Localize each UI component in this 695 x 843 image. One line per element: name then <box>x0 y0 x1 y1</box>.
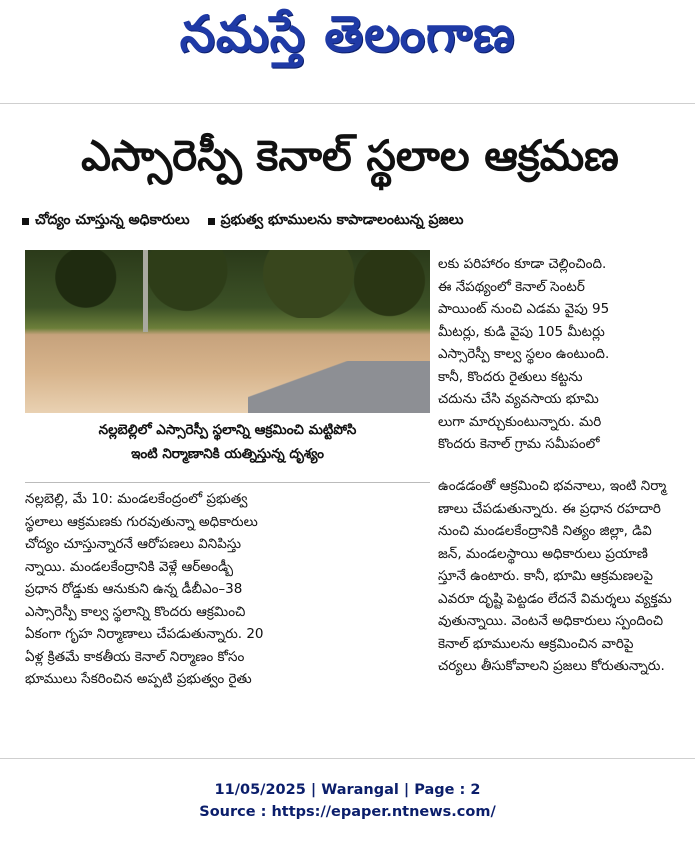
body-line: స్తూనే ఉంటారు. కానీ, భూమి ఆక్రమణలపై <box>438 568 653 584</box>
photo-caption <box>25 418 430 476</box>
body-line: నల్లబెల్లి, మే 10: మండలకేంద్రంలో ప్రభుత్వ <box>25 491 248 507</box>
body-line: చదును చేసి వ్యవసాయ భూమి <box>438 391 599 407</box>
body-line: నుంచి మండలకేంద్రానికి నిత్యం జిల్లా, డివి <box>438 523 652 539</box>
body-line: ఎస్సారెస్పీ కాల్వ స్థలం ఉంటుంది. <box>438 346 610 362</box>
header-divider <box>0 103 695 104</box>
caption-line: ఇంటి నిర్మాణానికి యత్నిస్తున్న దృశ్యం <box>131 446 324 462</box>
body-line: ప్రధాన రోడ్డుకు ఆనుకుని ఉన్న డీబీఎం–38 <box>25 581 243 597</box>
subheadlines <box>22 206 682 236</box>
pole-graphic <box>143 250 148 332</box>
article-column-right-bottom <box>438 475 690 678</box>
article-column-right-top <box>438 253 690 456</box>
subheadline-text: ప్రభుత్వ భూములను కాపాడాలంటున్న ప్రజలు <box>220 211 464 228</box>
body-line: లుగా మార్చుకుంటున్నారు. మరి <box>438 413 602 430</box>
edition-info: 11/05/2025 | Warangal | Page : 2 <box>214 782 481 798</box>
newspaper-logo: నమస్తే తెలంగాణ <box>179 4 516 63</box>
body-line: ఎవరూ దృష్టి పెట్టడం లేదనే విమర్శలు వ్యక్తమ <box>438 590 672 607</box>
body-line: కొందరు కెనాల్ గ్రామ సమీపంలో <box>438 436 600 452</box>
subheadline <box>22 212 190 231</box>
article-headline: ఎస్సారెస్పీ కెనాల్ స్థలాల ఆక్రమణ <box>81 131 619 180</box>
body-line: కెనాల్ భూములను ఆక్రమించిన వారిపై <box>438 635 634 652</box>
subheadline-text: చోద్యం చూస్తున్న అధికారులు <box>35 211 190 228</box>
body-line: కానీ, కొందరు రైతులు కట్టను <box>438 368 583 385</box>
source-link[interactable]: Source : https://epaper.ntnews.com/ <box>199 804 496 820</box>
footer-divider <box>0 758 695 759</box>
body-line: స్థలాలు ఆక్రమణకు గురవుతున్నా అధికారులు <box>25 513 258 530</box>
body-line: ణాలు చేపడుతున్నారు. ఈ ప్రధాన రహదారి <box>438 500 661 517</box>
bullet-icon <box>208 218 215 225</box>
body-line: జన్, మండలస్థాయి అధికారులు ప్రయాణి <box>438 545 648 562</box>
body-line: ఉండడంతో ఆక్రమించి భవనాలు, ఇంటి నిర్మా <box>438 478 667 494</box>
body-line: ఏకంగా గృహ నిర్మాణాలు చేపడుతున్నారు. 20 <box>25 626 264 642</box>
body-line: భూములు సేకరించిన అప్పటి ప్రభుత్వం రైతు <box>25 671 252 687</box>
body-line: న్నాయి. మండలకేంద్రానికి వెళ్లే ఆర్అండ్బీ <box>25 558 234 575</box>
subheadline <box>208 212 464 231</box>
body-line: ఏళ్ల క్రితమే కాకతీయ కెనాల్ నిర్మాణం కోసం <box>25 648 245 665</box>
article-column-left <box>25 488 430 691</box>
body-line: మీటర్లు, కుడి వైపు 105 మీటర్లు <box>438 323 605 340</box>
body-line: చర్యలు తీసుకోవాలని ప్రజలు కోరుతున్నారు. <box>438 658 665 674</box>
caption-divider <box>25 482 430 483</box>
caption-line: నల్లబెల్లిలో ఎస్సారెస్పీ స్థలాన్ని ఆక్రమించి మట్టిపోసి <box>98 422 357 438</box>
body-line: పాయింట్ నుంచి ఎడమ వైపు 95 <box>438 301 610 317</box>
road-graphic <box>248 361 430 413</box>
body-line: లకు పరిహారం కూడా చెల్లించింది. <box>438 256 607 272</box>
masthead <box>0 0 695 80</box>
article-photo <box>25 250 430 413</box>
body-line: ఎస్సారెస్పీ కాల్వ స్థలాన్ని కొందరు ఆక్రమించి <box>25 603 246 620</box>
body-line: ఈ నేపథ్యంలో కెనాల్ సెంటర్ <box>438 278 585 295</box>
bullet-icon <box>22 218 29 225</box>
trees-graphic <box>25 250 430 318</box>
body-line: చోద్యం చూస్తున్నారనే ఆరోపణలు వినిపిస్తు <box>25 536 242 552</box>
body-line: వుతున్నాయి. వెంటనే అధికారులు స్పందించి <box>438 613 664 629</box>
